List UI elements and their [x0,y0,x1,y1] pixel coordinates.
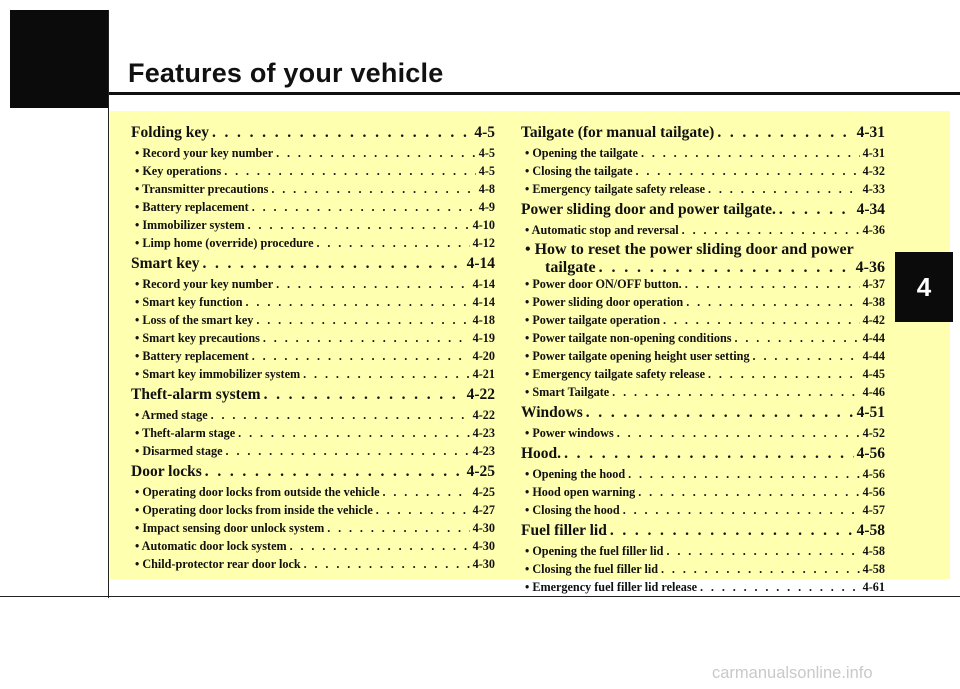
toc-leader-dots [263,331,470,346]
toc-page-number: 4-34 [856,201,885,218]
toc-subsection-entry[interactable] [521,277,885,295]
toc-page-number: 4-23 [472,444,495,458]
toc-page-number: 4-32 [862,164,885,178]
toc-leader-dots [256,313,469,328]
toc-subsection-entry[interactable] [521,385,885,403]
toc-subsection-entry[interactable] [521,580,885,598]
toc-page-number: 4-20 [472,349,495,363]
toc-column-left [131,123,495,575]
toc-entry-label: • Closing the fuel filler lid [525,562,659,576]
toc-page-number: 4-58 [856,522,885,539]
chapter-tab[interactable] [895,252,953,322]
toc-leader-dots [685,277,860,292]
toc-subsection-entry[interactable] [521,241,885,259]
toc-entry-label: • Power sliding door operation [525,295,684,309]
toc-subsection-entry[interactable] [521,544,885,562]
toc-subsection-entry[interactable] [131,295,495,313]
toc-leader-dots [735,331,860,346]
toc-page-number: 4-12 [472,236,495,250]
corner-block [10,10,108,108]
toc-leader-dots [212,124,471,142]
toc-page-number: 4-25 [472,485,495,499]
toc-entry-label: • Smart key function [135,295,243,309]
toc-subsection-entry[interactable] [131,218,495,236]
title-rule [108,92,960,95]
toc-entry-label: • Impact sensing door unlock system [135,521,325,535]
toc-leader-dots [779,201,854,219]
toc-subsection-entry[interactable] [521,349,885,367]
chapter-number: 4 [916,271,932,302]
toc-subsection-entry[interactable] [521,182,885,200]
toc-leader-dots [623,503,860,518]
toc-leader-dots [224,164,476,179]
toc-page-number: 4-46 [862,385,885,399]
toc-leader-dots [252,200,476,215]
toc-page-number: 4-44 [862,349,885,363]
toc-leader-dots [599,259,853,277]
toc-page-number: 4-31 [862,146,885,160]
toc-subsection-entry[interactable] [131,313,495,331]
toc-section-entry[interactable] [521,124,885,146]
toc-subsection-entry[interactable] [131,146,495,164]
toc-entry-label: • How to reset the power sliding door and power [525,241,854,258]
toc-section-entry[interactable] [131,255,495,277]
toc-page-number: 4-23 [472,426,495,440]
toc-subsection-entry[interactable] [521,223,885,241]
toc-section-entry[interactable] [521,522,885,544]
toc-page-number: 4-21 [472,367,495,381]
toc-page-number: 4-10 [472,218,495,232]
toc-entry-label: • Power tailgate operation [525,313,661,327]
toc-page-number: 4-58 [862,562,885,576]
toc-subsection-entry[interactable] [131,164,495,182]
toc-entry-label: • Transmitter precautions [135,182,269,196]
toc-page-number: 4-37 [862,277,885,291]
toc-page-number: 4-30 [472,521,495,535]
toc-entry-label: • Emergency fuel filler lid release [525,580,698,594]
toc-page-number: 4-14 [466,255,495,272]
toc-page-number: 4-52 [862,426,885,440]
toc-page-number: 4-18 [472,313,495,327]
toc-entry-label: • Operating door locks from outside the vehicle [135,485,380,499]
toc-page-number: 4-9 [478,200,495,214]
toc-entry-label: Folding key [131,124,209,141]
toc-leader-dots [753,349,860,364]
toc-leader-dots [276,277,470,292]
toc-subsection-entry[interactable] [521,331,885,349]
toc-section-entry[interactable] [521,404,885,426]
toc-leader-dots [708,367,860,382]
toc-entry-label: • Opening the tailgate [525,146,638,160]
toc-entry-label: • Theft-alarm stage [135,426,236,440]
toc-leader-dots [700,580,860,595]
toc-subsection-entry[interactable] [131,182,495,200]
toc-leader-dots [304,557,470,572]
toc-entry-label: • Key operations [135,164,222,178]
toc-page-number: 4-56 [862,467,885,481]
toc-leader-dots [264,386,464,404]
toc-leader-dots [290,539,470,554]
toc-page-number: 4-30 [472,557,495,571]
toc-page-number: 4-5 [474,124,495,141]
toc-entry-label: Door locks [131,463,202,480]
margin-line [108,10,109,598]
toc-page-number: 4-51 [856,404,885,421]
toc-leader-dots [327,521,469,536]
toc-page-number: 4-56 [856,445,885,462]
toc-subsection-entry[interactable] [521,562,885,580]
watermark: carmanualsonline.info [712,664,873,682]
toc-leader-dots [641,146,860,161]
toc-leader-dots [638,485,859,500]
toc-subsection-entry[interactable] [521,426,885,444]
toc-subsection-entry[interactable] [521,164,885,182]
toc-leader-dots [686,295,859,310]
toc-subsection-entry[interactable] [521,485,885,503]
toc-subsection-entry[interactable] [131,485,495,503]
toc-subsection-entry[interactable] [131,539,495,557]
toc-leader-dots [246,295,470,310]
toc-page-number: 4-14 [472,277,495,291]
toc-subsection-entry[interactable] [131,503,495,521]
toc-entry-label: • Hood open warning [525,485,636,499]
toc-leader-dots [610,522,854,540]
toc-entry-label: • Operating door locks from inside the vehicle [135,503,373,517]
toc-leader-dots [617,426,860,441]
toc-page-number: 4-8 [478,182,495,196]
toc-leader-dots [276,146,476,161]
toc-entry-label: • Power tailgate opening height user setting [525,349,750,363]
toc-section-entry[interactable] [521,445,885,467]
toc-column-right [521,123,885,598]
toc-leader-dots [586,404,854,422]
toc-subsection-entry[interactable] [131,444,495,462]
toc-leader-dots [303,367,470,382]
toc-entry-label: Smart key [131,255,200,272]
toc-entry-label: • Power tailgate non-opening conditions [525,331,732,345]
toc-leader-dots [666,544,859,559]
toc-leader-dots [383,485,470,500]
toc-section-entry[interactable] [131,124,495,146]
toc-page-number: 4-57 [862,503,885,517]
toc-entry-label: • Child-protector rear door lock [135,557,301,571]
toc-page-number: 4-14 [472,295,495,309]
toc-entry-label: • Automatic stop and reversal [525,223,679,237]
toc-subsection-entry[interactable] [131,331,495,349]
toc-page-number: 4-19 [472,331,495,345]
toc-entry-label: • Smart Tailgate [525,385,610,399]
toc-page-number: 4-22 [466,386,495,403]
toc-leader-dots [248,218,470,233]
toc-entry-label: Windows [521,404,583,421]
toc-entry-label: • Armed stage [135,408,208,422]
toc-page-number: 4-58 [862,544,885,558]
toc-leader-dots [238,426,469,441]
toc-entry-label: • Limp home (override) procedure [135,236,314,250]
toc-section-entry[interactable] [521,201,885,223]
toc-entry-label: • Power door ON/OFF button. [525,277,682,291]
toc-page-number: 4-61 [862,580,885,594]
toc-subsection-entry[interactable] [131,408,495,426]
toc-entry-label: • Power windows [525,426,614,440]
toc-subsection-entry[interactable] [131,367,495,385]
toc-subsection-entry[interactable] [521,259,885,277]
toc-page-number: 4-36 [862,223,885,237]
toc-entry-label: • Opening the hood [525,467,626,481]
toc-entry-label: • Smart key immobilizer system [135,367,301,381]
toc-subsection-entry[interactable] [131,236,495,254]
toc-entry-label: • Smart key precautions [135,331,260,345]
toc-entry-label: Power sliding door and power tailgate. [521,201,776,218]
toc-leader-dots [316,236,469,251]
toc-entry-label: tailgate [545,259,596,276]
toc-entry-label: • Closing the tailgate [525,164,633,178]
toc-subsection-entry[interactable] [521,295,885,313]
toc-entry-label: • Battery replacement [135,200,249,214]
toc-leader-dots [205,463,464,481]
toc-page-number: 4-38 [862,295,885,309]
toc-subsection-entry[interactable] [521,503,885,521]
toc-entry-label: Fuel filler lid [521,522,607,539]
toc-entry-label: • Record your key number [135,277,274,291]
toc-subsection-entry[interactable] [131,521,495,539]
toc-entry-label: • Emergency tailgate safety release [525,367,706,381]
toc-subsection-entry[interactable] [131,426,495,444]
page-title: Features of your vehicle [128,58,444,88]
toc-entry-label: • Disarmed stage [135,444,223,458]
toc-leader-dots [628,467,860,482]
toc-subsection-entry[interactable] [521,146,885,164]
toc-leader-dots [376,503,470,518]
toc-page-number: 4-56 [862,485,885,499]
toc-page-number: 4-22 [472,408,495,422]
toc-entry-label: Tailgate (for manual tailgate) [521,124,715,141]
toc-page-number: 4-44 [862,331,885,345]
toc-entry-label: • Record your key number [135,146,274,160]
toc-leader-dots [717,124,853,142]
toc-subsection-entry[interactable] [521,313,885,331]
toc-entry-label: • Emergency tailgate safety release [525,182,706,196]
toc-entry-label: • Closing the hood [525,503,620,517]
toc-entry-label: Hood. [521,445,562,462]
toc-leader-dots [564,445,854,463]
toc-entry-label: • Battery replacement [135,349,249,363]
toc-entry-label: Theft-alarm system [131,386,261,403]
toc-entry-label: • Immobilizer system [135,218,245,232]
toc-page-number: 4-5 [478,146,495,160]
toc-leader-dots [202,255,463,273]
toc-page-number: 4-45 [862,367,885,381]
toc-leader-dots [708,182,860,197]
toc-leader-dots [271,182,475,197]
toc-page-number: 4-27 [472,503,495,517]
toc-subsection-entry[interactable] [131,277,495,295]
toc-leader-dots [661,562,860,577]
toc-page-number: 4-25 [466,463,495,480]
toc-leader-dots [612,385,859,400]
toc-leader-dots [636,164,860,179]
toc-page-number: 4-30 [472,539,495,553]
toc-page-number: 4-33 [862,182,885,196]
toc-subsection-entry[interactable] [521,367,885,385]
toc-section-entry[interactable] [131,386,495,408]
toc-section-entry[interactable] [131,463,495,485]
toc-page-number: 4-5 [478,164,495,178]
toc-entry-label: • Automatic door lock system [135,539,287,553]
toc-leader-dots [663,313,860,328]
toc-page-number: 4-31 [856,124,885,141]
toc-page-number: 4-36 [855,259,885,276]
toc-leader-dots [226,444,470,459]
toc-subsection-entry[interactable] [131,349,495,367]
toc-leader-dots [252,349,470,364]
toc-subsection-entry[interactable] [131,557,495,575]
toc-subsection-entry[interactable] [131,200,495,218]
toc-entry-label: • Opening the fuel filler lid [525,544,664,558]
toc-entry-label: • Loss of the smart key [135,313,254,327]
toc-leader-dots [211,408,470,423]
toc-subsection-entry[interactable] [521,467,885,485]
toc-leader-dots [682,223,860,238]
toc-page-number: 4-42 [862,313,885,327]
